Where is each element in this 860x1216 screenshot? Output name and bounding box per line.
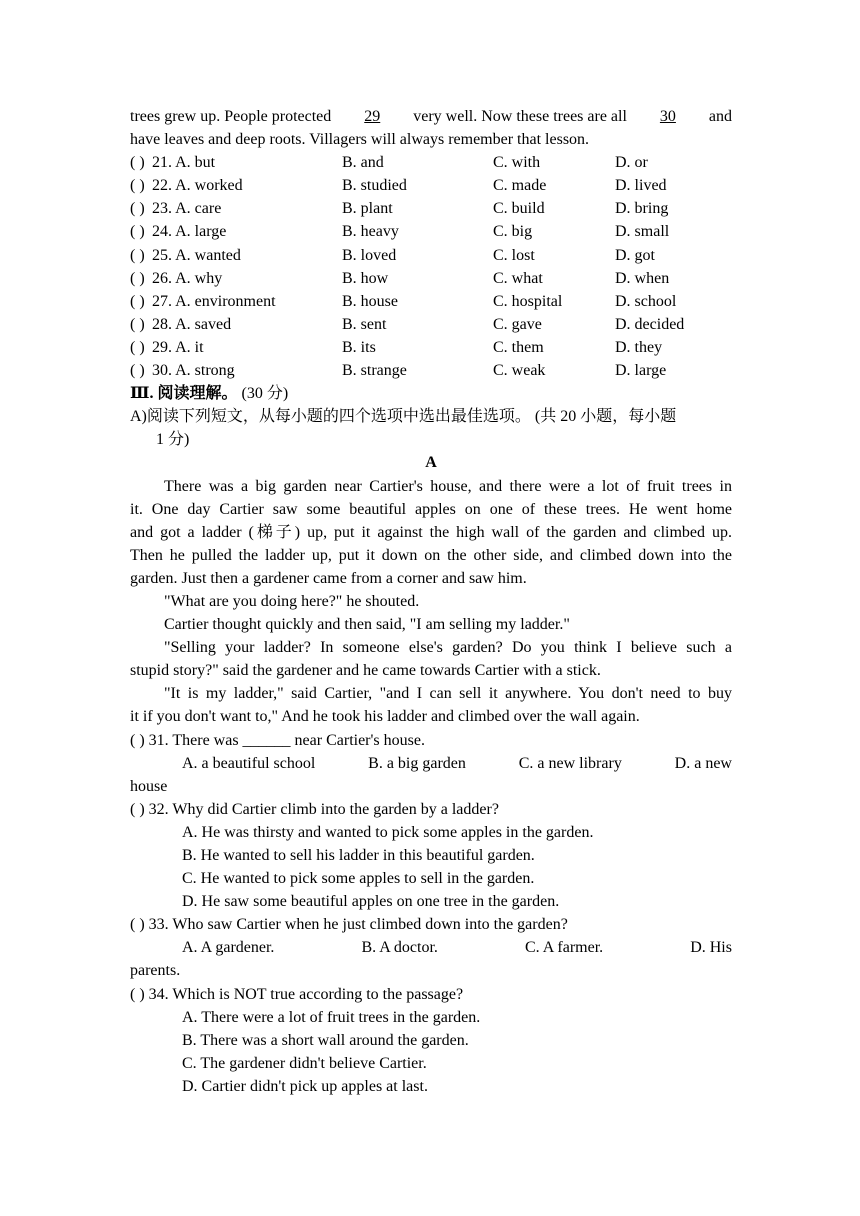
- answer-paren: ( ): [130, 223, 145, 241]
- cloze-question: [130, 174, 732, 197]
- option-a: 29. A. it: [152, 338, 204, 356]
- cloze-question: [130, 336, 732, 359]
- option-d: D. bring: [615, 200, 669, 218]
- option-c: C. made: [493, 177, 547, 195]
- worksheet-page: [130, 105, 732, 1098]
- section-title: Ⅲ. 阅读理解。: [130, 385, 238, 403]
- answer-paren: ( ): [130, 177, 145, 195]
- question-stem: ( ) 31. There was ______ near Cartier's house.: [130, 731, 425, 749]
- option-a: A. He was thirsty and wanted to pick some apples in the garden.: [182, 823, 594, 841]
- option-d: D. lived: [615, 177, 667, 195]
- cloze-question: [130, 313, 732, 336]
- question-stem: ( ) 32. Why did Cartier climb into the garden by a ladder?: [130, 800, 499, 818]
- answer-paren: ( ): [130, 246, 145, 264]
- option-b: B. and: [342, 154, 384, 172]
- passage-paragraph-5: [130, 682, 732, 728]
- option-d: D. got: [615, 246, 655, 264]
- cloze-text: trees grew up. People protected: [130, 108, 332, 125]
- cloze-question: [130, 267, 732, 290]
- answer-paren: ( ): [130, 200, 145, 218]
- option-b: B. sent: [342, 315, 387, 333]
- option-b: B. A doctor.: [361, 939, 438, 957]
- question-options: [130, 752, 732, 775]
- answer-paren: ( ): [130, 292, 145, 310]
- passage-label: A: [425, 454, 437, 472]
- option-d: D. small: [615, 223, 670, 241]
- option-d: D. His: [690, 939, 732, 957]
- passage-line: it if you don't want to," And he took his ladder and climbed over the wall again.: [130, 708, 640, 726]
- blank-29: 29: [364, 108, 381, 125]
- passage-line: There was a big garden near Cartier's house, and there were a lot of fruit trees in: [164, 477, 732, 495]
- cloze-question: [130, 197, 732, 220]
- option-b: B. heavy: [342, 223, 399, 241]
- option-b: B. its: [342, 338, 376, 356]
- option-b: B. strange: [342, 362, 407, 380]
- option-c: C. with: [493, 154, 541, 172]
- question-options: [130, 936, 732, 959]
- option-d: D. or: [615, 154, 648, 172]
- option-c: C. them: [493, 338, 544, 356]
- option-a: A. A gardener.: [182, 939, 275, 957]
- option-d: D. when: [615, 269, 670, 287]
- option-d-wrap: house: [130, 777, 168, 795]
- option-a: 30. A. strong: [152, 362, 235, 380]
- cloze-question: [130, 220, 732, 243]
- section-instruction-cont: 1 分): [156, 431, 190, 449]
- option-b: B. studied: [342, 177, 407, 195]
- answer-paren: ( ): [130, 154, 145, 172]
- option-c: C. lost: [493, 246, 535, 264]
- option-b: B. plant: [342, 200, 393, 218]
- cloze-question: [130, 244, 732, 267]
- option-a: 22. A. worked: [152, 177, 243, 195]
- option-c: C. build: [493, 200, 545, 218]
- passage-paragraph-1: [130, 475, 732, 590]
- blank-30: 30: [659, 108, 676, 125]
- answer-paren: ( ): [130, 315, 145, 333]
- option-b: B. He wanted to sell his ladder in this beautiful garden.: [182, 847, 535, 864]
- passage-line: garden. Just then a gardener came from a corner and saw him.: [130, 569, 527, 587]
- option-a: 28. A. saved: [152, 315, 232, 333]
- passage-line: "It is my ladder," said Cartier, "and I can sell it anywhere. You don't need to buy: [164, 685, 732, 703]
- option-c: C. gave: [493, 315, 542, 333]
- question-stem: ( ) 33. Who saw Cartier when he just climbed down into the garden?: [130, 916, 568, 934]
- answer-paren: ( ): [130, 338, 145, 356]
- section-instruction: A)阅读下列短文，从每小题的四个选项中选出最佳选项。 (共 20 小题，每小题: [130, 408, 677, 426]
- cloze-question: [130, 151, 732, 174]
- option-b: B. There was a short wall around the garden.: [182, 1031, 469, 1049]
- passage-line: Then he pulled the ladder up, put it down on the other side, and climbed down into the: [130, 546, 732, 564]
- passage-line: it. One day Cartier saw some beautiful apples on one of these trees. He went home: [130, 500, 732, 518]
- option-b: B. a big garden: [368, 754, 466, 772]
- option-d: D. school: [615, 292, 677, 310]
- option-a: 27. A. environment: [152, 292, 276, 310]
- option-c: C. The gardener didn't believe Cartier.: [182, 1054, 427, 1072]
- passage-paragraph-3: Cartier thought quickly and then said, "I am selling my ladder.": [164, 616, 570, 634]
- option-a: 21. A. but: [152, 154, 216, 172]
- option-d: D. Cartier didn't pick up apples at last.: [182, 1077, 428, 1095]
- passage-line: "Selling your ladder? In someone else's garden? Do you think I believe such a: [164, 639, 732, 657]
- passage-line: stupid story?" said the gardener and he came towards Cartier with a stick.: [130, 662, 601, 680]
- option-c: C. hospital: [493, 292, 563, 310]
- option-d: D. they: [615, 338, 663, 356]
- option-d: D. decided: [615, 315, 685, 333]
- option-b: B. loved: [342, 246, 397, 264]
- passage-line: and got a ladder (梯子) up, put it against the high wall of the garden and climbed up.: [130, 523, 732, 541]
- question-34: [130, 983, 732, 1098]
- option-b: B. house: [342, 292, 398, 310]
- option-c: C. A farmer.: [524, 939, 604, 957]
- passage-paragraph-2: "What are you doing here?" he shouted.: [164, 592, 420, 610]
- option-c: C. a new library: [518, 754, 622, 772]
- option-a: 24. A. large: [152, 223, 227, 241]
- section-score: (30 分): [241, 385, 289, 403]
- passage-paragraph-4: [130, 636, 732, 682]
- answer-paren: ( ): [130, 269, 145, 287]
- option-a: 23. A. care: [152, 200, 222, 218]
- cloze-passage-end-line1: [130, 105, 732, 128]
- section-heading: [130, 382, 732, 405]
- question-32: [130, 798, 732, 913]
- option-d: D. large: [615, 362, 667, 380]
- option-d-wrap: parents.: [130, 962, 181, 980]
- option-b: B. how: [342, 269, 389, 287]
- cloze-text: very well. Now these trees are all: [413, 108, 627, 125]
- option-c: C. weak: [493, 362, 546, 380]
- option-a: A. a beautiful school: [182, 754, 316, 772]
- option-a: 26. A. why: [152, 269, 223, 287]
- option-d: D. He saw some beautiful apples on one tree in the garden.: [182, 893, 560, 911]
- question-31: [130, 729, 732, 798]
- cloze-passage-end-line2: have leaves and deep roots. Villagers will always remember that lesson.: [130, 131, 590, 149]
- option-c: C. big: [493, 223, 533, 241]
- option-a: A. There were a lot of fruit trees in the garden.: [182, 1008, 481, 1026]
- answer-paren: ( ): [130, 362, 145, 380]
- cloze-text: and: [708, 108, 732, 125]
- option-c: C. what: [493, 269, 543, 287]
- option-c: C. He wanted to pick some apples to sell in the garden.: [182, 870, 535, 888]
- cloze-question: [130, 359, 732, 382]
- option-a: 25. A. wanted: [152, 246, 241, 264]
- question-stem: ( ) 34. Which is NOT true according to the passage?: [130, 985, 464, 1003]
- cloze-question: [130, 290, 732, 313]
- cloze-question-list: [130, 151, 732, 382]
- question-33: [130, 913, 732, 982]
- option-d: D. a new: [674, 754, 732, 772]
